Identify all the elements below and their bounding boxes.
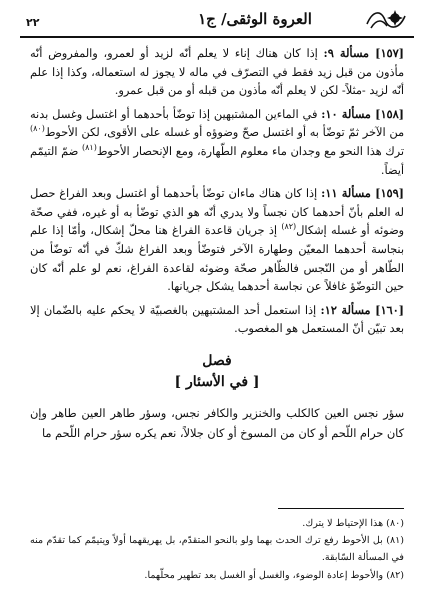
footnotes [30, 515, 404, 584]
issue-159 [30, 184, 404, 297]
issue-label: [١٦٠] مسألة ١٢: [320, 302, 405, 317]
book-title: العروة الوثقى/ ج١ [198, 10, 312, 28]
issue-text: في الماءين المشتبهين إذا توضّأ بأحدهما أو اغتسل وغسل بدنه من الآخر ثمّ توضّأ به أو اغتسل صحّ وضوؤه أو غسله على الأقوى، لكن الأحوط [30, 107, 404, 140]
issue-label: [١٥٧] مسألة ٩: [323, 46, 404, 60]
header-rule [20, 36, 414, 38]
footnote-ref: (٨٠) [30, 124, 45, 134]
footnote-81: (٨١) بل الأحوط رفع ترك الحدث بهما ولو بالنحو المتقدّم، بل يهريقهما أولاً ويتيمّم كما تقدّم منه في المسألة السّابقة. [30, 535, 404, 564]
issue-text: إذا استعمل أحد المشتبهين بالغصبيّة لا يحكم عليه بالضّمان إلا بعد تبيّن أنّ المستعمل هو المغصوب. [30, 303, 404, 336]
ornament-icon [365, 6, 407, 36]
footnote-rule [278, 508, 404, 509]
issue-text-continued: ترك هذا النحو مع وجدان ماء معلوم الطّهارة، ومع الإنحصار الأحوط [96, 144, 404, 158]
page-number: ٢٢ [26, 16, 40, 29]
section-text: سؤر نجس العين كالكلب والخنزير والكافر نجس، وسؤر طاهر العين طاهر وإن كان حرام اللّحم أو كان من المسوخ أو كان جلالاً، نعم يكره سؤر حرام اللّحم ما [30, 407, 404, 440]
issue-157 [30, 44, 404, 101]
section-subtitle: [ في الأسئار ] [174, 374, 260, 390]
page-header [20, 6, 414, 40]
issue-label: [١٥٨] مسألة ١٠: [321, 106, 404, 121]
issue-text: إذا كان هناك ماءان توضّأ بأحدهما أو اغتسل وبعد الفراغ حصل له العلم بأنّ أحدهما كان نجساً ولا يدري أنّه هو الذي توضّأ به أو غيره، ففي صحّة وضوئه أو غسله إشكال [30, 187, 404, 238]
issue-158 [30, 105, 404, 180]
section-title: فصل [202, 353, 232, 369]
footnote-ref: (٨٢) [281, 222, 297, 232]
issue-text-end: ضمّ التيمّم أيضاً. [30, 144, 404, 177]
issue-160 [30, 301, 404, 339]
footnote-ref: (٨١) [81, 143, 97, 153]
issue-text-continued: إذ جريان قاعدة الفراغ هنا محلّ إشكال، وأمّا إذا علم بنجاسة أحدهما المعيّن وطهارة الآخر فتوضّأ وبعد الفراغ شكّ في أنّه توضّأ من الطّاهر أو من النّجس فالظّاهر صحّة وضوئه لقاعدة الفراغ، نعم لو علم أنّه كان حين التوضّؤ غافلاً عن نجاسة أحدهما يشكل جريانها. [30, 224, 404, 294]
footnote-80: (٨٠) هذا الإحتياط لا يترك. [302, 518, 404, 529]
issue-label: [١٥٩] مسألة ١١: [321, 186, 405, 201]
issue-text: إذا كان هناك إناء لا يعلم أنّه لزيد أو لعمرو، والمفروض أنّه مأذون من قبل زيد فقط في التصرّف في ماله لا يجوز له استعماله، وكذا إذا علم أنّه لزيد -مثلاً- لكن لا يعلم أنّه مأذون من قبله أو من قبل عمرو. [30, 47, 404, 98]
footnote-82: (٨٢) والأحوط إعادة الوضوء، والغسل أو الغسل بعد تطهير محلّهما. [144, 569, 404, 581]
body-text [30, 44, 404, 343]
